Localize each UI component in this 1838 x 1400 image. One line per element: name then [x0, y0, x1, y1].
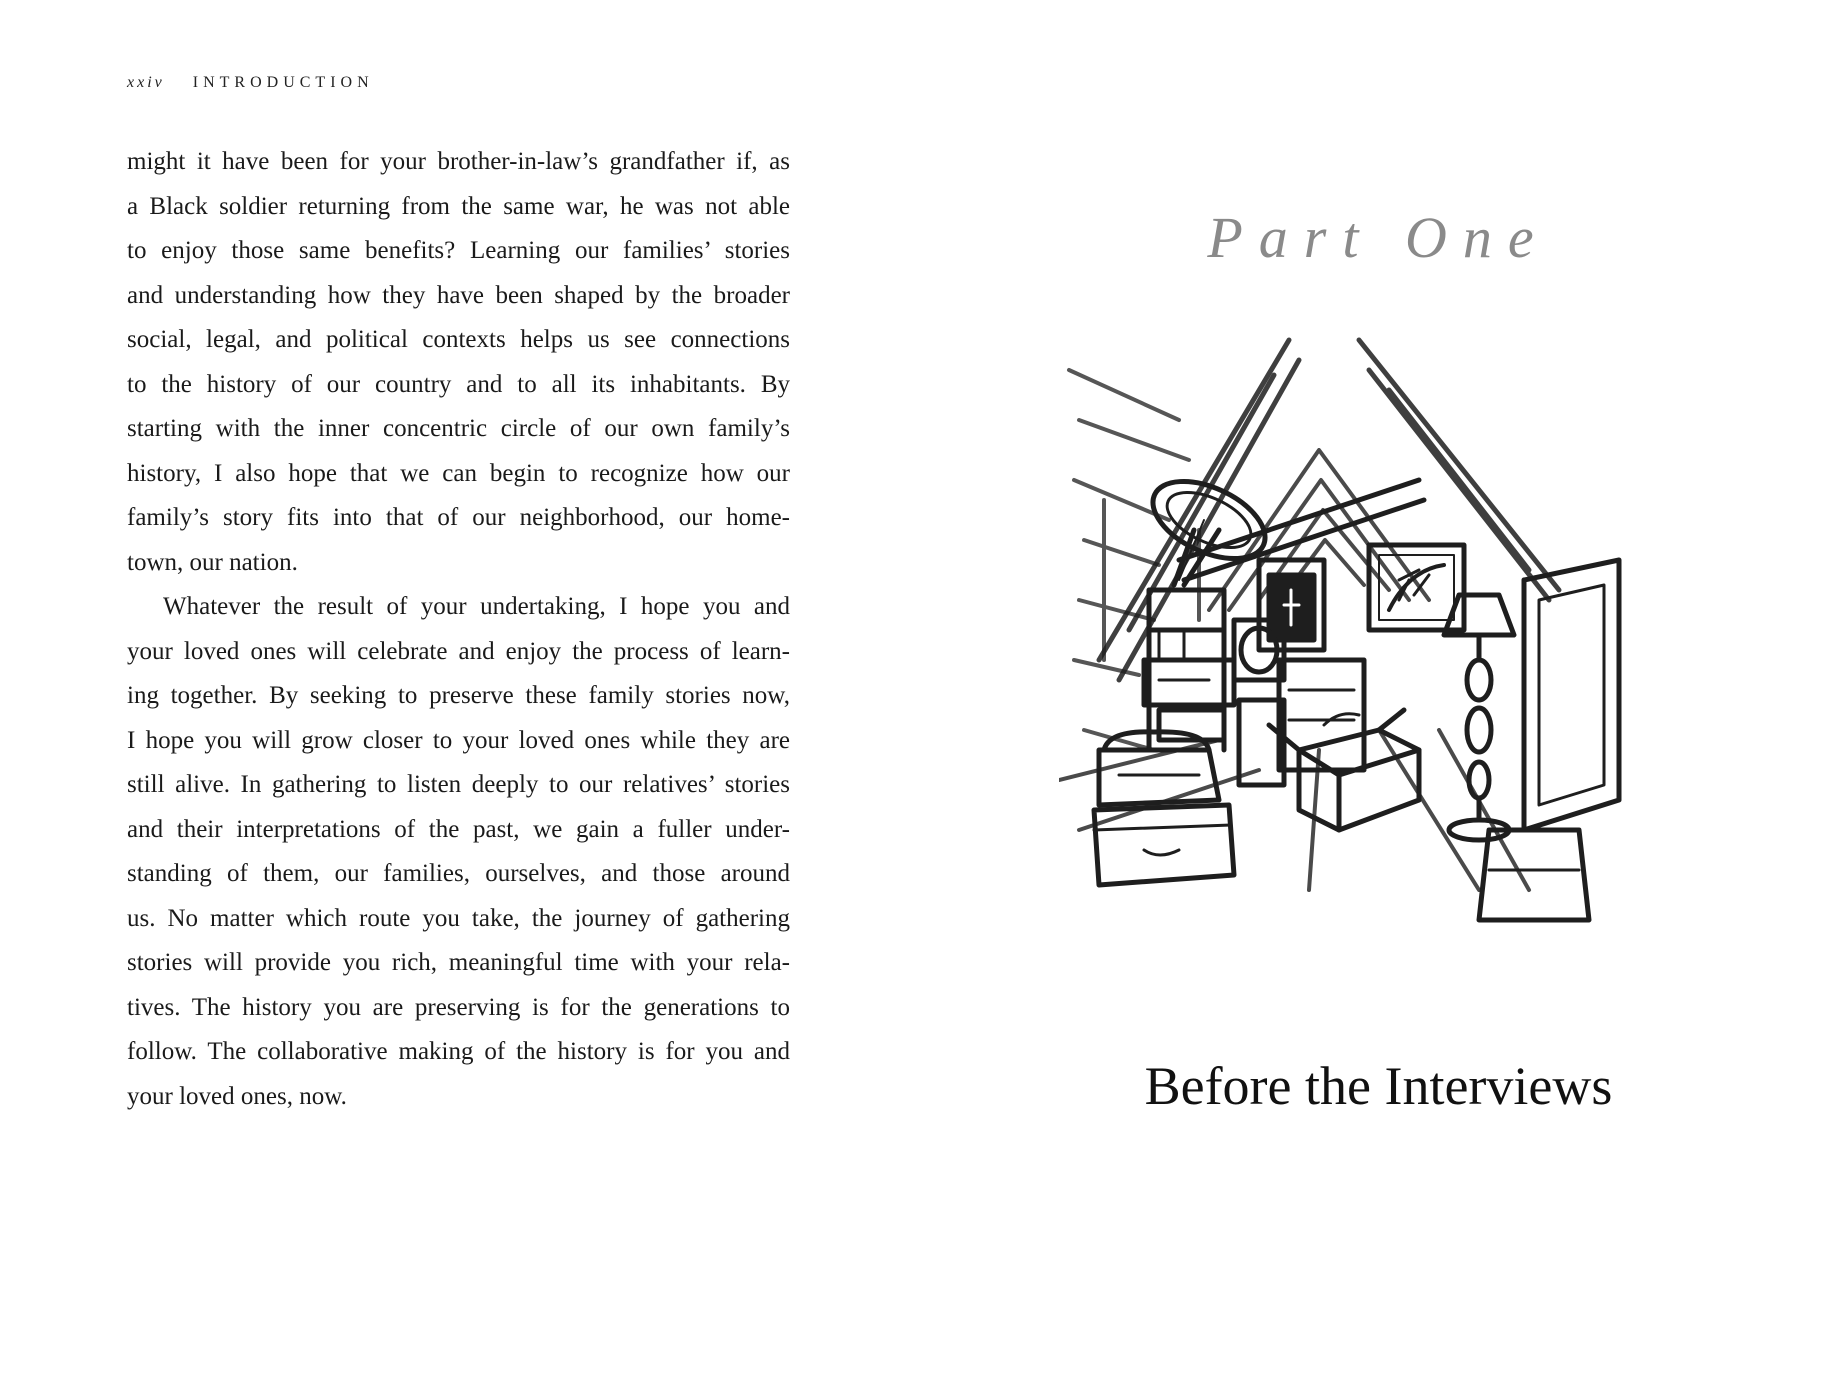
text-line: standing of them, our families, ourselves, and those around — [127, 860, 790, 887]
running-head — [127, 74, 374, 92]
text-line: and their interpretations of the past, we gain a fuller under- — [127, 815, 790, 843]
part-title-text: Before the Interviews — [1144, 1056, 1613, 1116]
text-line: your loved ones, now. — [127, 1082, 347, 1110]
body-text — [127, 140, 790, 1119]
paragraph-1 — [127, 140, 790, 585]
page-number: xxiv — [127, 74, 165, 91]
part-label — [919, 204, 1838, 271]
text-line: starting with the inner concentric circle of our own family’s — [127, 415, 790, 442]
text-line: tives. The history you are preserving is for the generations to — [127, 993, 790, 1021]
part-title — [919, 1055, 1838, 1117]
text-line: ing together. By seeking to preserve these family stories now, — [127, 682, 790, 709]
crossbeam — [1179, 480, 1424, 580]
text-line: might it have been for your brother-in-law’s grandfather if, as — [127, 148, 790, 175]
part-label-text: Part One — [1207, 205, 1550, 270]
text-line: town, our nation. — [127, 548, 298, 576]
text-line: I hope you will grow closer to your loved ones while they are — [127, 726, 790, 754]
section-title: INTRODUCTION — [192, 74, 374, 91]
text-line: us. No matter which route you take, the journey of gathering — [127, 904, 790, 932]
paragraph-2 — [127, 585, 790, 1119]
floor-box — [1479, 830, 1589, 920]
text-line: social, legal, and political contexts helps us see connections — [127, 326, 790, 353]
text-line: Whatever the result of your undertaking, I hope you and — [163, 593, 790, 620]
text-line: to the history of our country and to all its inhabitants. By — [127, 370, 790, 398]
text-line: follow. The collaborative making of the history is for you and — [127, 1038, 790, 1065]
text-line: family’s story fits into that of our neighborhood, our home- — [127, 504, 790, 531]
text-line: stories will provide you rich, meaningful time with your rela- — [127, 949, 790, 976]
right-page — [919, 0, 1838, 1400]
text-line: history, I also hope that we can begin to recognize how our — [127, 459, 790, 487]
inner-gable — [1209, 450, 1429, 610]
attic-illustration-icon — [1059, 330, 1639, 980]
text-line: a Black soldier returning from the same war, he was not able — [127, 192, 790, 220]
framed-pictures — [1259, 545, 1464, 650]
text-line: to enjoy those same benefits? Learning our families’ stories — [127, 237, 790, 264]
standing-mirror — [1524, 560, 1619, 830]
text-line: still alive. In gathering to listen deeply to our relatives’ stories — [127, 771, 790, 798]
text-line: your loved ones will celebrate and enjoy the process of learn- — [127, 637, 790, 665]
text-line: and understanding how they have been shaped by the broader — [127, 281, 790, 309]
